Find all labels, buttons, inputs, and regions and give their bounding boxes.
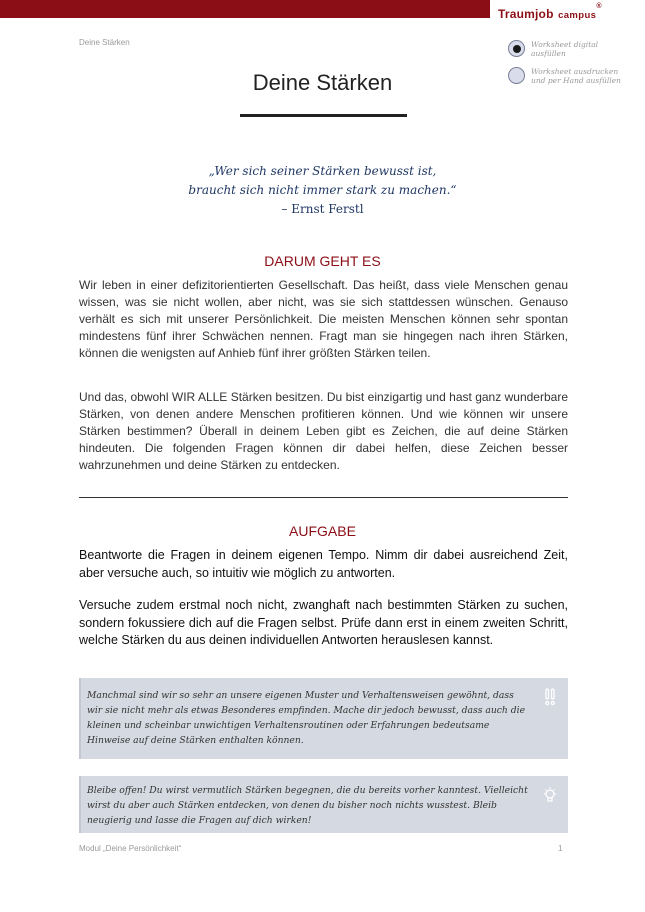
- task-paragraph-1: Beantworte die Fragen in deinem eigenen Tempo. Nimm dir dabei ausreichend Zeit, aber versuche auch, so intuitiv wie möglich zu antworten.: [79, 548, 568, 580]
- hint-text-muster: Manchmal sind wir so sehr an unsere eigenen Muster und Verhaltensweisen gewöhnt, dass wir sie nicht mehr als etwas Besonderes empfinden. Mache dir jedoch bewusst, dass auch die kleinen und scheinbar unwichtigen Verhaltensroutinen oder Erfahrungen bedeutsame Hinweise auf deine Stärken enthalten können.: [87, 690, 526, 746]
- running-header: Deine Stärken: [79, 38, 130, 47]
- section1-paragraph-2: Und das, obwohl WIR ALLE Stärken besitzen. Du bist einzigartig und hast ganz wunderbare Stärken, von denen andere Menschen profitieren können. Und wie können wir unsere Stärken bestimmen? Überall in deinem Leben gibt es Zeichen, die auf deine Stärken hindeuten. Die folgenden Fragen können dir dabei helfen, diese Zeichen besser wahrzunehmen und deine Stärken zu entdecken.: [79, 390, 568, 472]
- radio-selected-dot: [513, 45, 521, 53]
- footer-module-label: Modul „Deine Persönlichkeit“: [79, 844, 182, 853]
- brand-registered-mark: ®: [596, 3, 602, 10]
- radio-digital[interactable]: [508, 40, 525, 57]
- exclamation-icon: [542, 688, 558, 706]
- section-divider: [79, 497, 568, 498]
- option-digital-label: Worksheet digital ausfüllen: [531, 40, 599, 58]
- page-number: 1: [558, 844, 563, 853]
- hint-text-offen: Bleibe offen! Du wirst vermutlich Stärken begegnen, die du bereits vorher kanntest. Vielleicht wirst du aber auch Stärken entdecken, von denen du bisher noch nichts wusstest. Bleib neugierig und lasse die Fragen auf dich wirken!: [87, 785, 528, 826]
- option-digital[interactable]: [508, 40, 631, 58]
- quote: [0, 162, 645, 219]
- quote-line-2: braucht sich nicht immer stark zu machen.“: [188, 183, 457, 197]
- quote-line-1: „Wer sich seiner Stärken bewusst ist,: [208, 164, 437, 178]
- hint-box-offen: [79, 776, 568, 833]
- top-accent-bar: [0, 0, 490, 18]
- brand-name-small: campus: [558, 10, 597, 21]
- section1-paragraph-1: Wir leben in einer defizitorientierten Gesellschaft. Das heißt, dass viele Menschen genau wissen, was sie nicht wollen, aber nicht, was sie sich stattdessen wünschen. Genauso verhält es sich mit unserer Persönlichkeit. Die meisten Menschen können sehr spontan mindestens fünf ihrer Schwächen nennen. Fragt man sie hingegen nach ihren Stärken, können die wenigsten auf Anhieb fünf ihrer größten Stärken teilen.: [79, 278, 568, 360]
- option-print-label: Worksheet ausdrucken und per Hand ausfüllen: [531, 67, 621, 85]
- brand-name-big: Traumjob: [498, 7, 554, 21]
- section-heading-aufgabe: AUFGABE: [289, 523, 356, 539]
- lightbulb-icon: [542, 786, 558, 804]
- section-heading-darum: DARUM GEHT ES: [264, 253, 381, 269]
- hint-box-muster: [79, 678, 568, 759]
- quote-author: – Ernst Ferstl: [281, 202, 364, 216]
- title-underline: [240, 114, 407, 117]
- task-paragraph-2: Versuche zudem erstmal noch nicht, zwanghaft nach bestimmten Stärken zu suchen, sondern fokussiere dich auf die Fragen selbst. Prüfe dann erst in einem zweiten Schritt, welche Stärken du aus deinen individuellen Antworten herauslesen kannst.: [79, 598, 568, 647]
- brand-logo: [498, 5, 602, 23]
- page-title: Deine Stärken: [252, 70, 393, 95]
